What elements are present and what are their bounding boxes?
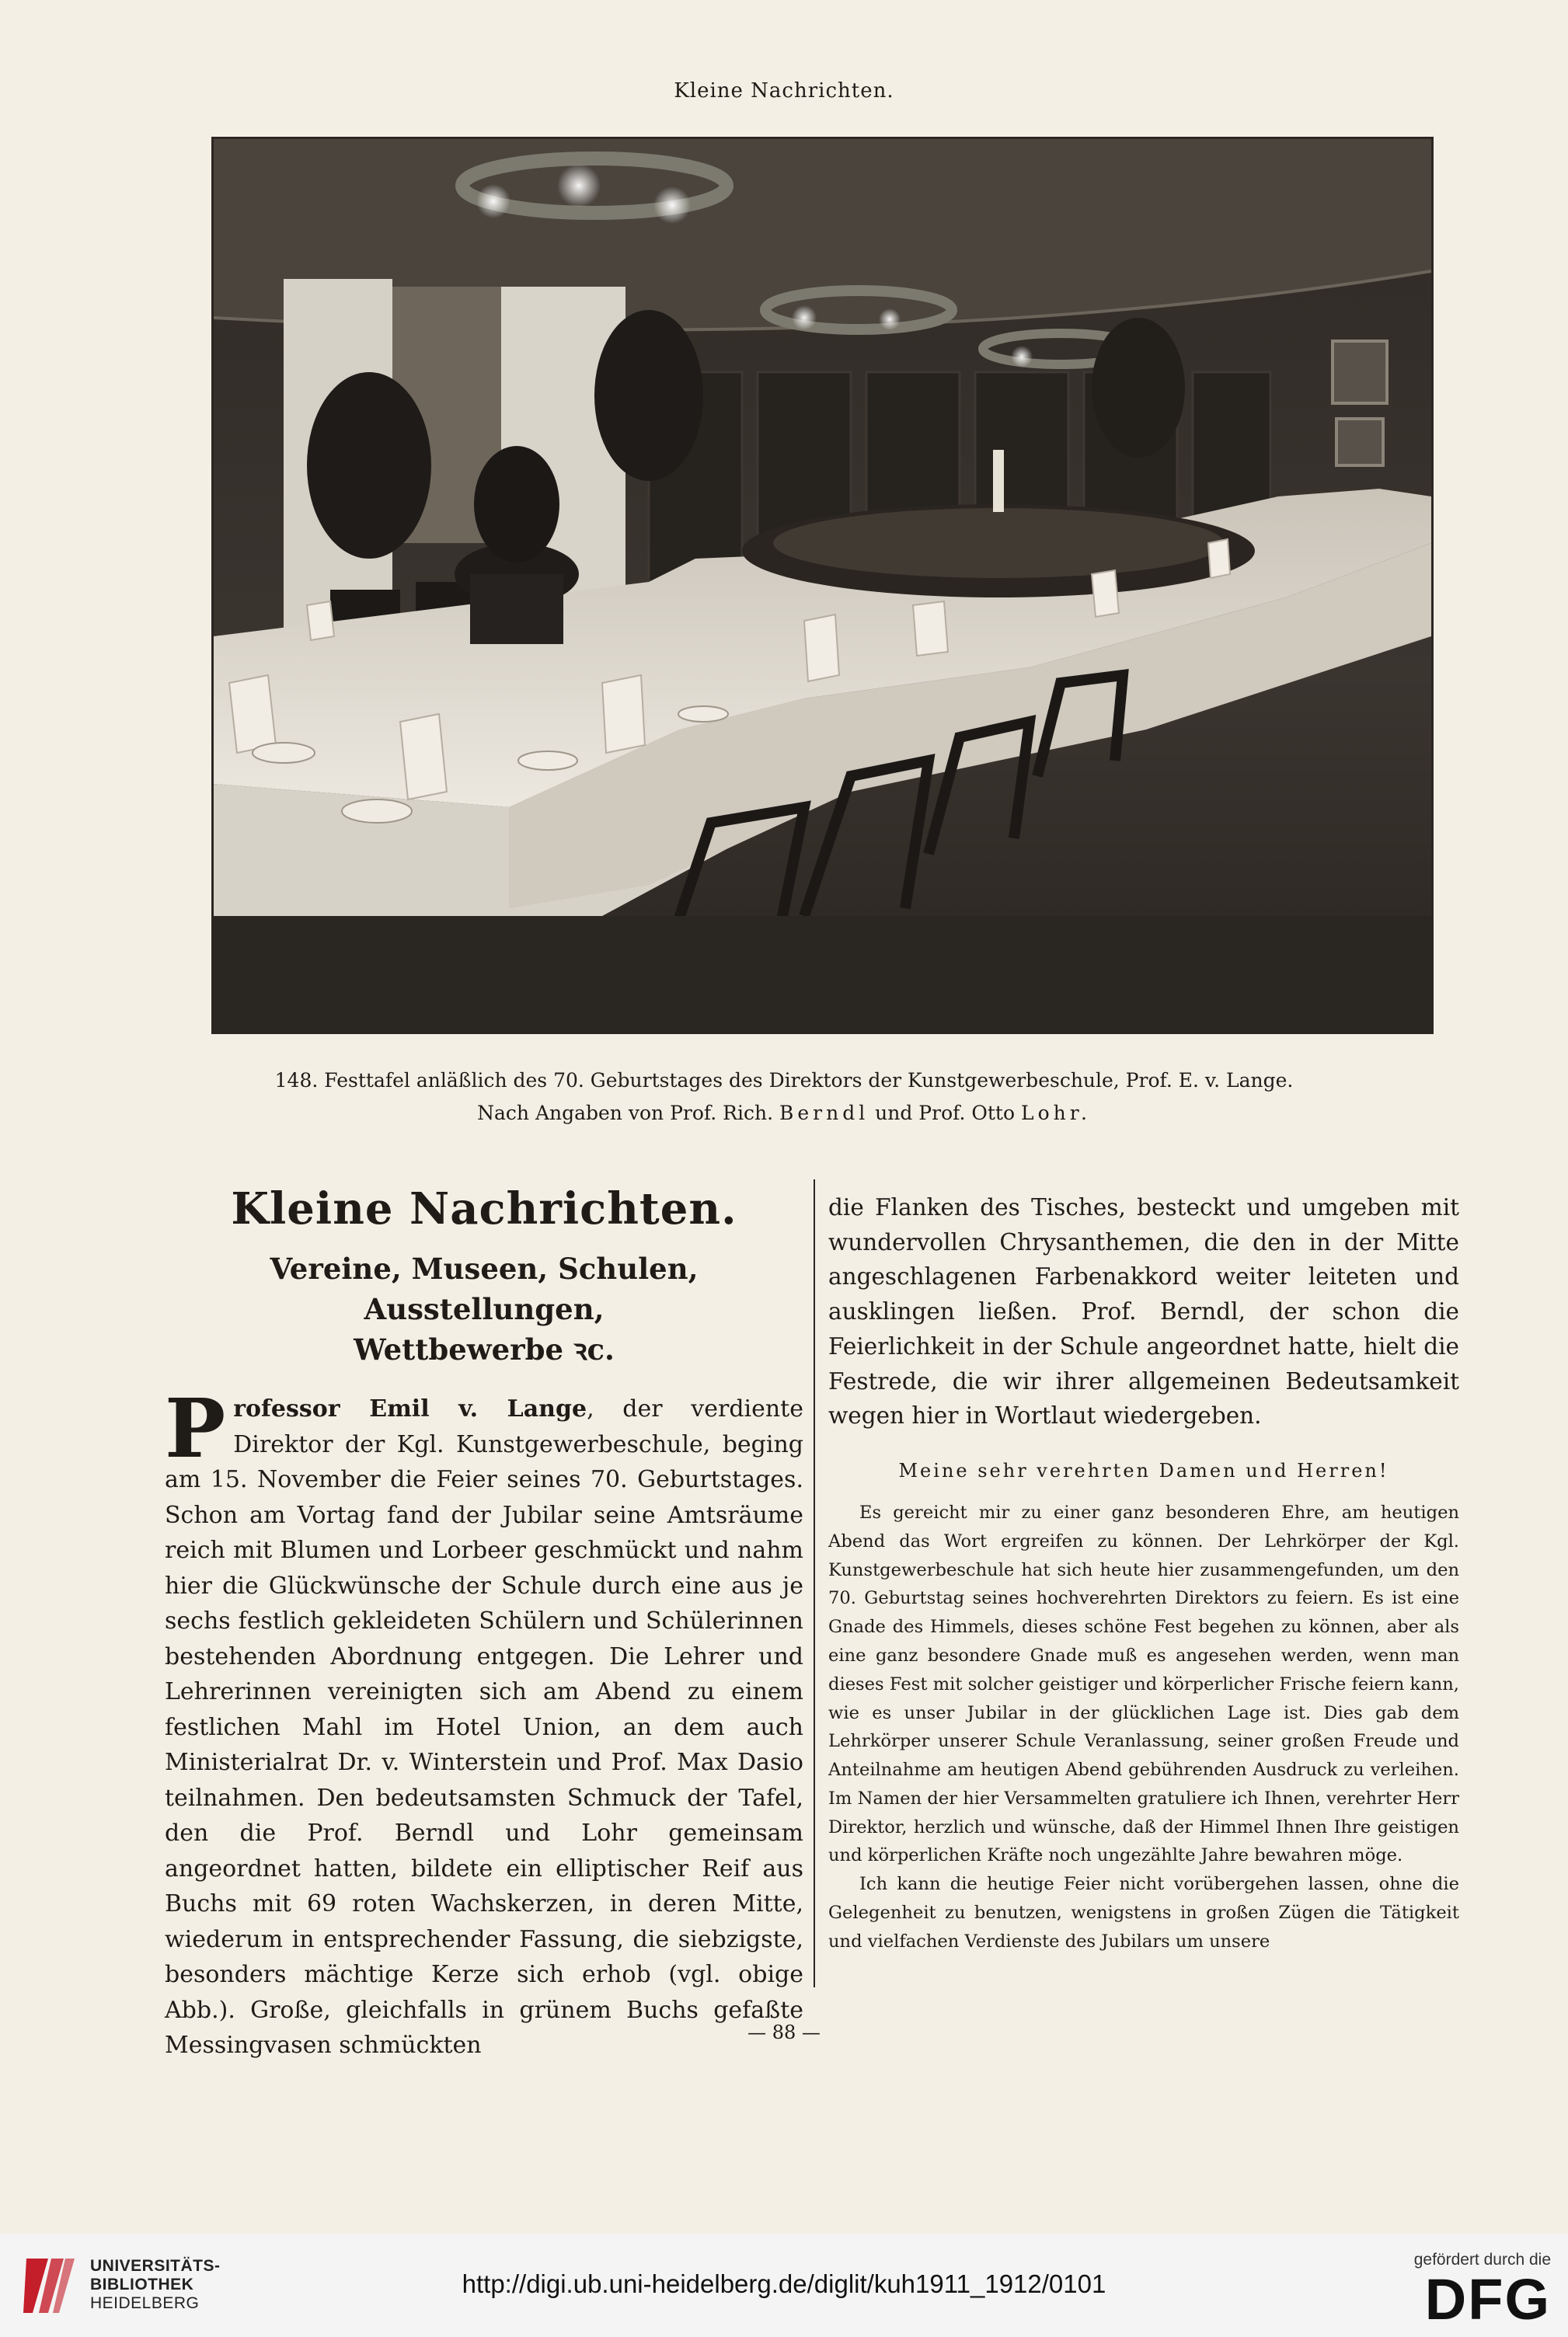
speech-text xyxy=(828,1499,1459,1956)
figure-caption xyxy=(233,1064,1335,1130)
banquet-photograph xyxy=(211,137,1434,1034)
library-line-2: BIBLIOTHEK xyxy=(90,2276,194,2293)
left-column xyxy=(165,1177,803,2064)
speech-paragraph-1: Es gereicht mir zu einer ganz besonderen Ehre, am heutigen Abend das Wort ergreifen zu können. Der Lehrkörper der Kgl. Kunstgewerbeschule hat sich heute hier zusammengefunden, um den 70. Geburtstag seines hochverehrten Direktors zu feiern. Es ist eine Gnade des Himmels, dieses schöne Fest begehen zu können, aber als eine ganz besondere Gnade muß es angesehen werden, wenn man dieses Fest mit solcher geistiger und körperlicher Frische feiern kann, wie es unser Jubilar in der glücklichen Lage ist. Dies gab dem Lehrkörper unserer Schule Veranlassung, seiner großen Freude und Anteilnahme am heutigen Abend gebührenden Ausdruck zu verleihen. Im Namen der hier Versammelten gratuliere ich Ihnen, verehrter Herr Direktor, herzlich und wünsche, daß der Himmel Ihnen Ihre geistigen und körperlichen Kräfte noch ungezählte Jahre bewahren möge. xyxy=(828,1502,1459,1866)
library-line-3: HEIDELBERG xyxy=(90,2294,200,2312)
banquet-photo-illustration xyxy=(214,139,1431,1032)
section-title: Kleine Nachrichten. xyxy=(231,1183,737,1235)
dfg-logo: DFG xyxy=(1424,2267,1551,2332)
caption-and: und Prof. Otto xyxy=(875,1102,1016,1124)
column-divider xyxy=(814,1179,815,1987)
page-number: — 88 — xyxy=(747,2022,821,2043)
subtitle-line-1: Vereine, Museen, Schulen, Ausstellungen, xyxy=(270,1252,699,1326)
article-lead: rofessor Emil v. Lange xyxy=(233,1395,587,1423)
article-body-left xyxy=(165,1381,803,2064)
caption-prefix: Nach Angaben von Prof. Rich. xyxy=(477,1102,774,1124)
footer-bar xyxy=(0,2234,1568,2337)
caption-line-1: 148. Festtafel anläßlich des 70. Geburtstages des Direktors der Kunstgewerbeschule, Prof. E. v. Lange. xyxy=(274,1069,1294,1092)
article-text-left: , der verdiente Direktor der Kgl. Kunstgewerbeschule, beging am 15. November die Feier seines 70. Geburtstages. Schon am Vortag fand der Jubilar seine Amtsräume reich mit Blumen und Lorbeer geschmückt und nahm hier die Glückwünsche der Schule durch eine aus je sechs festlich gekleideten Schülern und Schülerinnen bestehenden Abordnung entgegen. Die Lehrer und Lehrerinnen vereinigten sich am Abend zu einem festlichen Mahl im Hotel Union, an dem auch Ministerialrat Dr. v. Winterstein und Prof. Max Dasio teilnahmen. Den bedeutsamsten Schmuck der Tafel, den die Prof. Berndl und Lohr gemeinsam angeordnet hatten, bildete ein elliptischer Reif aus Buchs mit 69 roten Wachskerzen, in deren Mitte, wiederum in entsprechender Fassung, die siebzigste, besonders mächtige Kerze sich erhob (vgl. obige Abb.). Große, gleichfalls in grünem Buchs gefaßte Messingvasen schmückten xyxy=(165,1395,803,2059)
caption-name-lohr: Lohr. xyxy=(1020,1102,1091,1124)
speech-salutation: Meine sehr verehrten Damen und Herren! xyxy=(898,1459,1389,1482)
section-subtitle xyxy=(165,1249,803,1370)
right-column xyxy=(828,1190,1459,1956)
running-head: Kleine Nachrichten. xyxy=(674,79,894,103)
library-line-1: UNIVERSITÄTS- xyxy=(90,2257,221,2275)
caption-line-2 xyxy=(233,1097,1335,1130)
funding-label: gefördert durch die xyxy=(1413,2251,1551,2269)
speech-paragraph-2: Ich kann die heutige Feier nicht vorübergehen lassen, ohne die Gelegenheit zu benutzen, wenigstens in großen Zügen die Tätigkeit und vielfachen Verdienste des Jubilars um unsere xyxy=(828,1874,1459,1952)
digital-copy-url[interactable]: http://digi.ub.uni-heidelberg.de/diglit/kuh1911_1912/0101 xyxy=(462,2269,1106,2298)
caption-name-berndl: Berndl xyxy=(779,1102,869,1124)
dropcap: P xyxy=(165,1381,226,1476)
article-text-right: die Flanken des Tisches, besteckt und umgeben mit wundervollen Chrysanthemen, die den in der Mitte angeschlagenen Farbenakkord weiter leiteten und ausklingen ließen. Prof. Berndl, der schon die Feierlichkeit in der Schule angeordnet hatte, hielt die Festrede, die wir ihrer allgemeinen Bedeutsamkeit wegen hier in Wortlaut wiedergeben. xyxy=(828,1194,1459,1430)
subtitle-line-2: Wettbewerbe ꝛc. xyxy=(354,1332,615,1367)
